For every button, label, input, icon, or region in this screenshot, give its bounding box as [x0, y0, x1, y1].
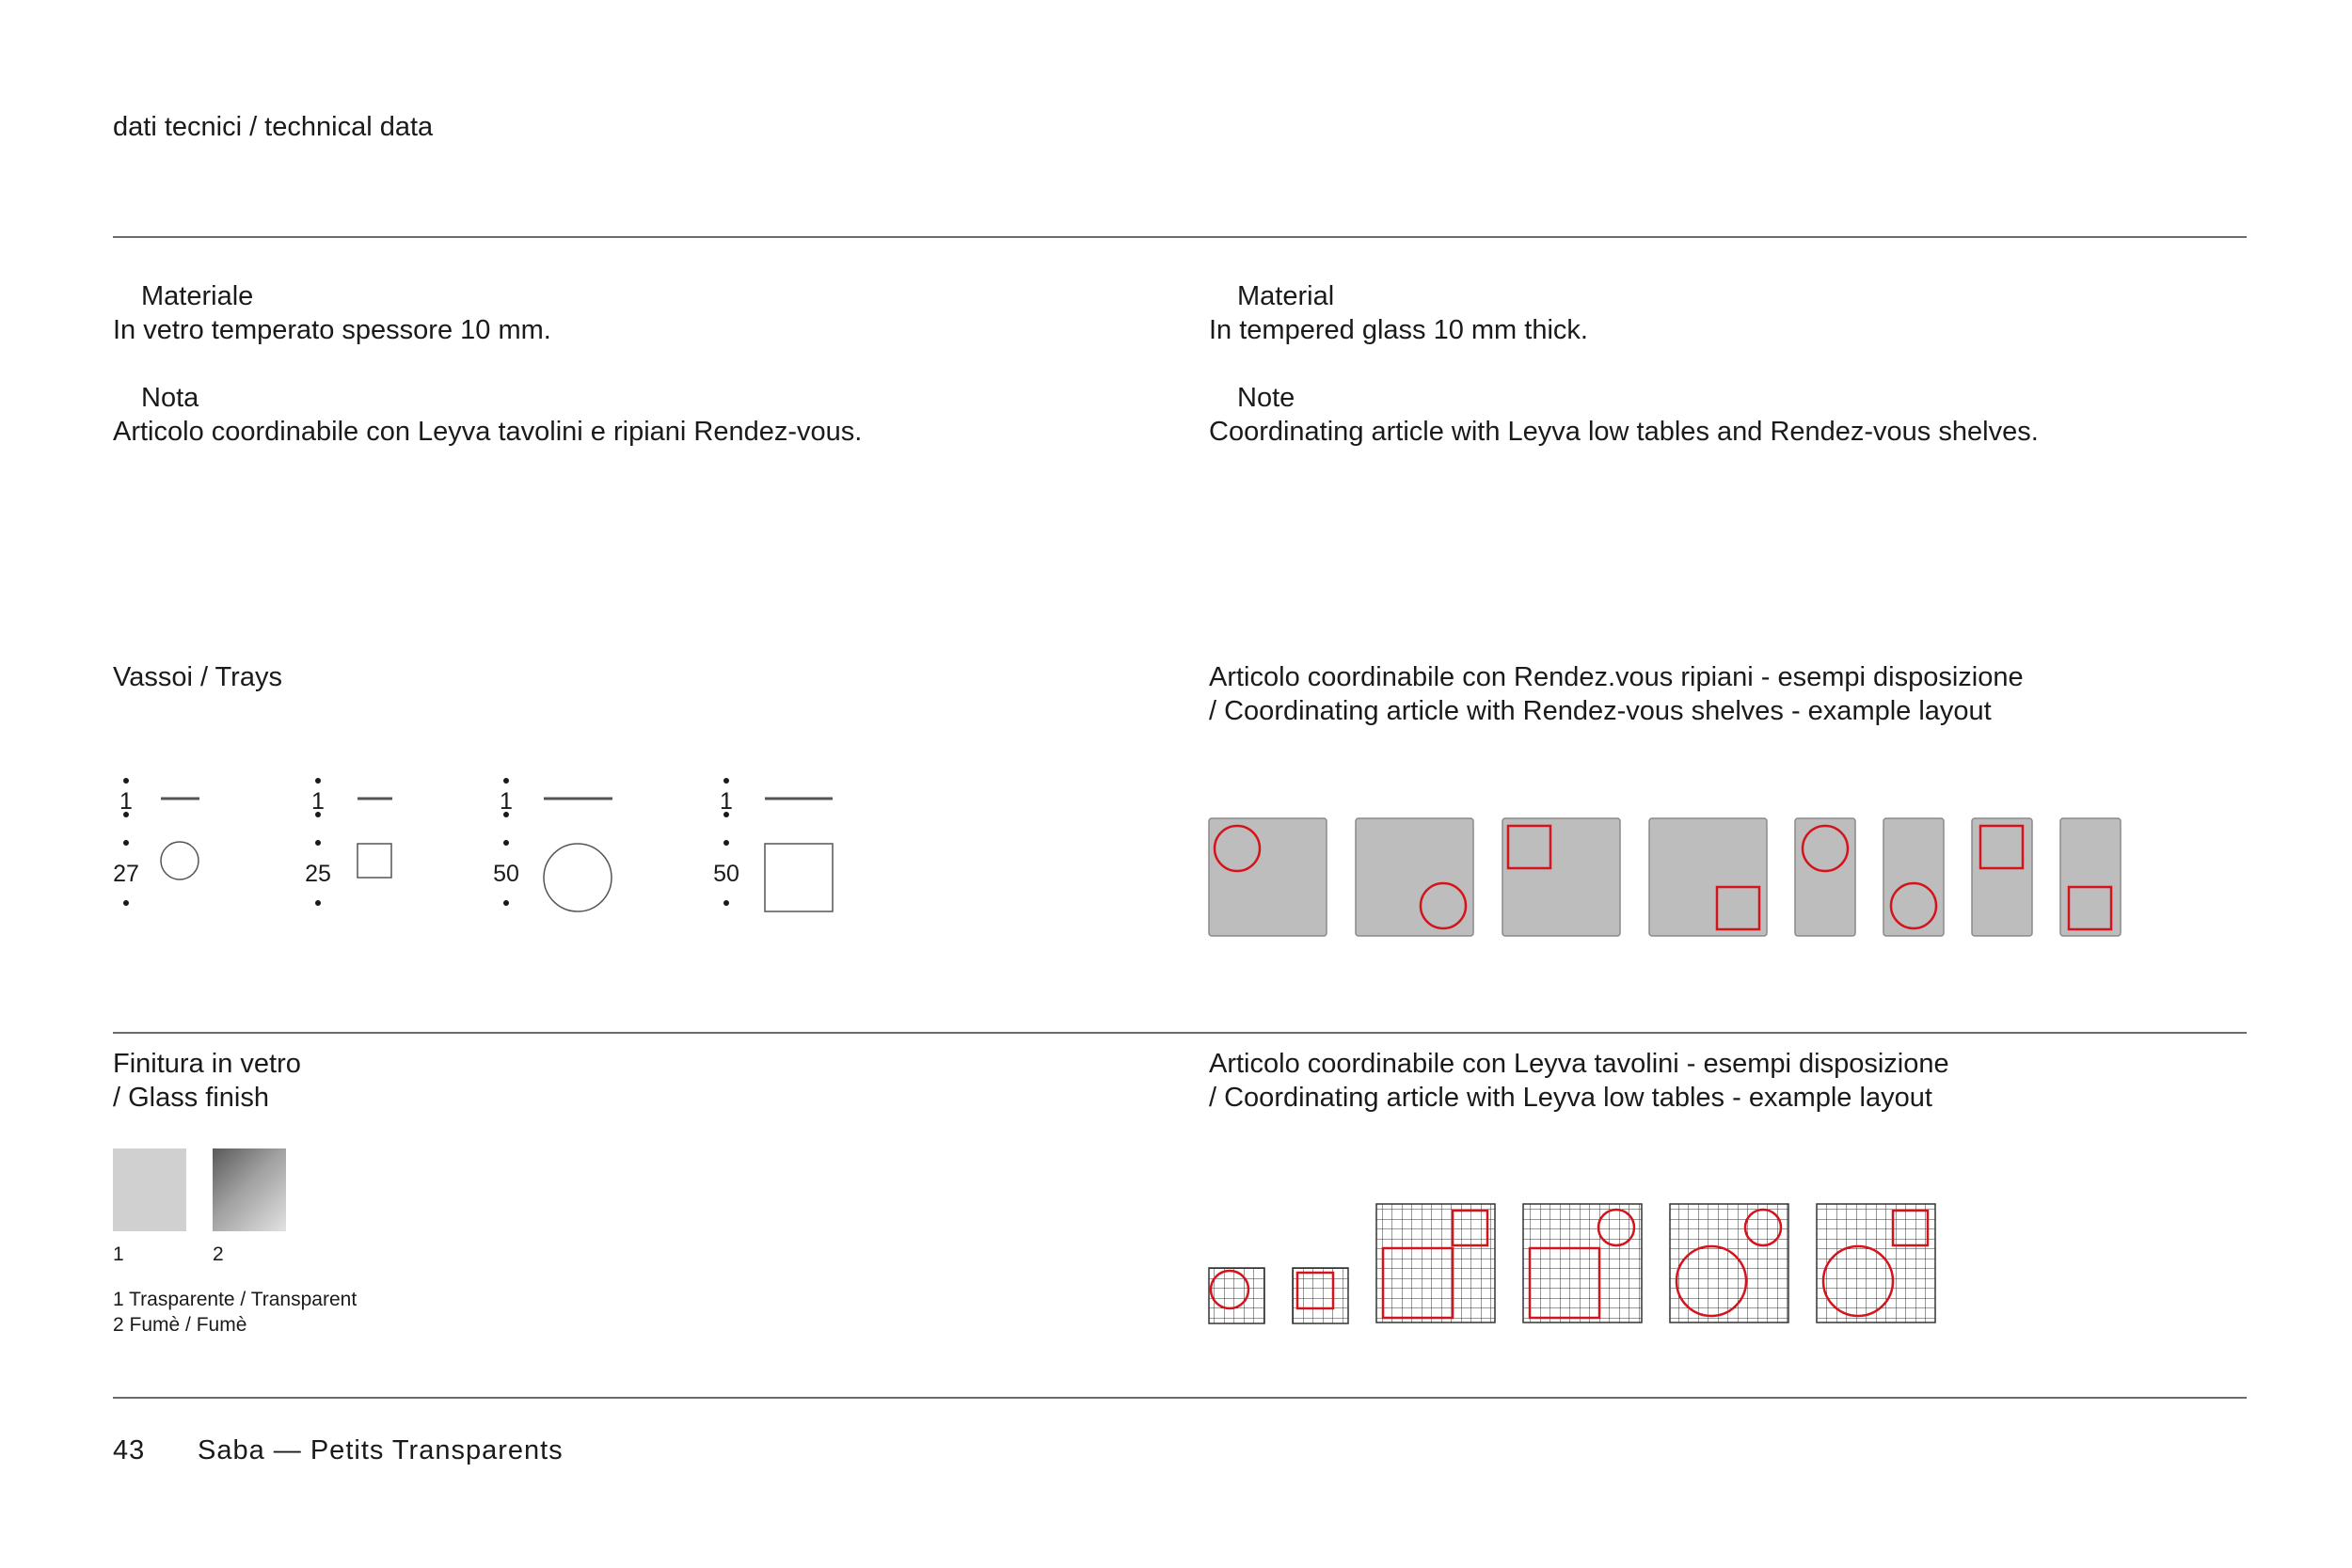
- tray-square-25: [305, 778, 392, 906]
- tray-size-label: 50: [713, 861, 739, 887]
- swatch-transparent: [113, 1148, 186, 1231]
- note-text-en: Coordinating article with Leyva low tables and Rendez-vous shelves.: [1209, 417, 2039, 447]
- shelf-panel: [1883, 818, 1944, 936]
- material-text-it: In vetro temperato spessore 10 mm.: [113, 315, 551, 345]
- trays-diagram: [0, 0, 1176, 941]
- swatch-2-number: 2: [213, 1243, 224, 1265]
- shelf-panel: [1356, 818, 1473, 936]
- leyva-heading-line1: Articolo coordinabile con Leyva tavolini - esempi disposizione: [1209, 1049, 1949, 1079]
- leyva-heading-line2: / Coordinating article with Leyva low tables - example layout: [1209, 1083, 1932, 1113]
- tray-round-27: [113, 778, 199, 906]
- swatch-fume: [213, 1148, 286, 1231]
- tray-height-label: 1: [311, 788, 325, 815]
- footer-title: Saba — Petits Transparents: [198, 1435, 564, 1465]
- tray-square-50: [713, 778, 833, 911]
- note-text-it: Articolo coordinabile con Leyva tavolini e ripiani Rendez-vous.: [113, 417, 863, 447]
- finish-legend-1: 1 Trasparente / Transparent: [113, 1289, 358, 1310]
- bottom-divider: [113, 1397, 2247, 1399]
- shelf-panel: [1795, 818, 1855, 936]
- leyva-table-large: [1817, 1204, 1935, 1323]
- middle-divider: [113, 1032, 2247, 1034]
- leyva-table-large: [1670, 1204, 1788, 1323]
- rendezvous-heading-line1: Articolo coordinabile con Rendez.vous ripiani - esempi disposizione: [1209, 662, 2024, 692]
- leyva-table-large: [1523, 1204, 1642, 1323]
- tray-size-label: 50: [493, 861, 519, 887]
- page-number: 43: [113, 1435, 146, 1465]
- shelf-panel: [1502, 818, 1620, 936]
- finish-heading-line2: / Glass finish: [113, 1083, 269, 1113]
- rendezvous-layout-examples: [1204, 814, 2145, 945]
- finish-legend-2: 2 Fumè / Fumè: [113, 1314, 247, 1336]
- section-title: dati tecnici / technical data: [113, 112, 434, 142]
- tray-height-label: 1: [119, 788, 133, 815]
- tray-size-label: 25: [305, 861, 331, 887]
- material-heading-it: Materiale: [141, 281, 254, 311]
- note-heading-it: Nota: [141, 383, 199, 413]
- swatch-1-number: 1: [113, 1243, 124, 1265]
- tray-round-50: [493, 778, 612, 911]
- tray-size-label: 27: [113, 861, 139, 887]
- material-text-en: In tempered glass 10 mm thick.: [1209, 315, 1588, 345]
- leyva-layout-examples: [1204, 1199, 1957, 1331]
- material-heading-en: Material: [1237, 281, 1335, 311]
- trays-heading: Vassoi / Trays: [113, 662, 282, 692]
- shelf-panel: [1649, 818, 1767, 936]
- shelf-panel: [1209, 818, 1327, 936]
- tray-height-label: 1: [500, 788, 513, 815]
- rendezvous-heading-line2: / Coordinating article with Rendez-vous shelves - example layout: [1209, 696, 1992, 726]
- tray-height-label: 1: [720, 788, 733, 815]
- leyva-table-small: [1293, 1268, 1348, 1323]
- leyva-table-large: [1376, 1204, 1495, 1323]
- finish-heading-line1: Finitura in vetro: [113, 1049, 301, 1079]
- note-heading-en: Note: [1237, 383, 1295, 413]
